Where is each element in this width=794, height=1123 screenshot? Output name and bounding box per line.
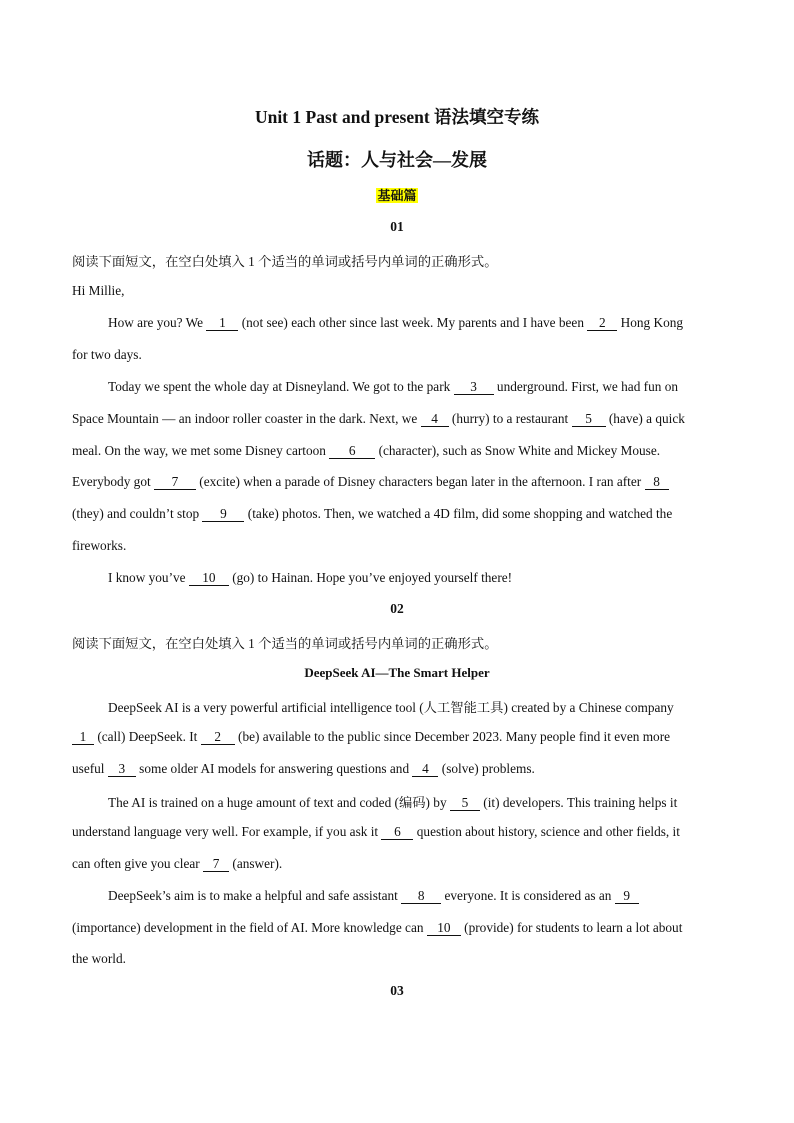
text-run: (be) available to the public since December 2023. Many people find it even more [234, 729, 671, 744]
paragraph-line [72, 506, 722, 522]
paragraph-line [72, 570, 758, 586]
topic-title: 话题：人与社会—发展 [307, 150, 487, 170]
text-run: Space Mountain — an indoor roller coaster in the dark. Next, we [72, 411, 421, 426]
section-number: 01 [390, 219, 404, 234]
blank-field[interactable]: 1 [72, 730, 94, 745]
blank-field[interactable]: 9 [202, 507, 244, 522]
text-run: question about history, science and other fields, it [413, 824, 680, 839]
text-run: understand language very well. For example, if you ask it [72, 824, 382, 839]
blank-field[interactable]: 7 [154, 475, 196, 490]
blank-field[interactable]: 6 [381, 825, 413, 840]
text-run: How are you? We [108, 315, 207, 330]
text-run: (hurry) to a restaurant [448, 411, 572, 426]
text-run: (have) a quick [605, 411, 685, 426]
instruction: 阅读下面短文，在空白处填入 1 个适当的单词或括号内单词的正确形式。 [72, 636, 498, 651]
text-run: meal. On the way, we met some Disney cartoon [72, 443, 330, 458]
paragraph-line [72, 315, 758, 331]
level-highlight: 基础篇 [377, 188, 417, 203]
paragraph-line [72, 474, 722, 490]
blank-field[interactable]: 5 [572, 412, 606, 427]
text-run: DeepSeek’s aim is to make a helpful and safe assistant [108, 888, 402, 903]
text-run: (they) and couldn’t stop [72, 506, 203, 521]
blank-field[interactable]: 1 [206, 316, 238, 331]
text-run: Today we spent the whole day at Disneyland. We got to the park [108, 379, 454, 394]
blank-field[interactable]: 3 [108, 762, 136, 777]
text-run: The AI is trained on a huge amount of text and coded (编码) by [108, 795, 450, 810]
text-run: (it) developers. This training helps it [479, 795, 678, 810]
text-run: (not see) each other since last week. My parents and I have been [238, 315, 588, 330]
text-run: (excite) when a parade of Disney characters began later in the afternoon. I ran after [195, 474, 645, 489]
paragraph-line [72, 856, 722, 872]
paragraph-line: DeepSeek AI is a very powerful artificial intelligence tool (人工智能工具) created by a Chinese company [108, 700, 674, 715]
paragraph-line [72, 729, 722, 745]
text-run: (provide) for students to learn a lot about [460, 920, 683, 935]
section-number: 03 [390, 983, 404, 998]
paragraph-line [72, 379, 758, 395]
blank-field[interactable]: 10 [189, 571, 229, 586]
paragraph-line [72, 888, 758, 904]
paragraph-line [72, 411, 722, 427]
greeting: Hi Millie, [72, 283, 125, 298]
text-run: (take) photos. Then, we watched a 4D film, did some shopping and watched the [244, 506, 673, 521]
paragraph-line [72, 792, 758, 811]
blank-field[interactable]: 6 [329, 444, 375, 459]
paragraph-line [72, 443, 722, 459]
text-run: (go) to Hainan. Hope you’ve enjoyed yourself there! [228, 570, 513, 585]
instruction: 阅读下面短文，在空白处填入 1 个适当的单词或括号内单词的正确形式。 [72, 254, 498, 269]
text-run: (answer). [229, 856, 283, 871]
paragraph-line: fireworks. [72, 538, 127, 553]
page-title: Unit 1 Past and present 语法填空专练 [254, 107, 540, 127]
text-run: Everybody got [72, 474, 154, 489]
blank-field[interactable]: 8 [645, 475, 669, 490]
section-number: 02 [390, 601, 404, 616]
blank-field[interactable]: 5 [450, 796, 480, 811]
paragraph-line [72, 920, 722, 936]
text-run: some older AI models for answering questions and [135, 761, 413, 776]
paragraph-line [72, 761, 722, 777]
text-run: I know you’ve [108, 570, 189, 585]
paragraph-line [72, 824, 722, 840]
text-run: (solve) problems. [438, 761, 535, 776]
blank-field[interactable]: 8 [401, 889, 441, 904]
blank-field[interactable]: 7 [203, 857, 229, 872]
blank-field[interactable]: 3 [454, 380, 494, 395]
blank-field[interactable]: 9 [615, 889, 639, 904]
blank-field[interactable]: 4 [412, 762, 438, 777]
text-run: useful [72, 761, 108, 776]
text-run: Hong Kong [617, 315, 684, 330]
text-run: (call) DeepSeek. It [94, 729, 201, 744]
level-label [72, 185, 722, 204]
passage-heading: DeepSeek AI—The Smart Helper [304, 665, 490, 680]
text-run: (importance) development in the field of AI. More knowledge can [72, 920, 427, 935]
blank-field[interactable]: 4 [421, 412, 449, 427]
text-run: everyone. It is considered as an [441, 888, 615, 903]
blank-field[interactable]: 10 [427, 921, 461, 936]
text-run: can often give you clear [72, 856, 204, 871]
blank-field[interactable]: 2 [587, 316, 617, 331]
text-run: (character), such as Snow White and Mickey Mouse. [375, 443, 661, 458]
paragraph-line: the world. [72, 951, 126, 966]
paragraph-line: for two days. [72, 347, 142, 362]
text-run: underground. First, we had fun on [493, 379, 679, 394]
blank-field[interactable]: 2 [201, 730, 235, 745]
